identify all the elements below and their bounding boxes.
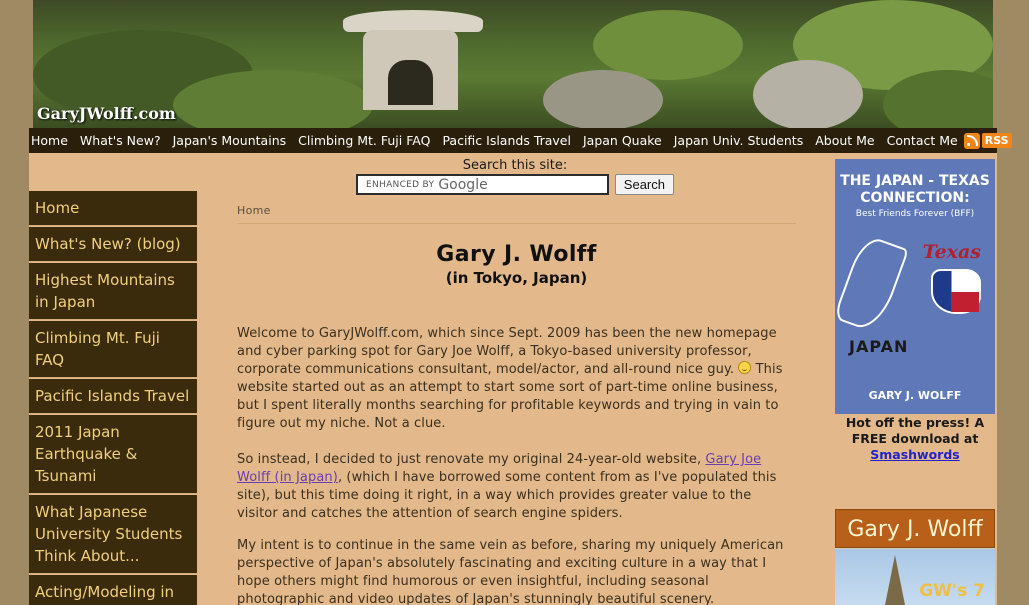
site-search [356,158,674,195]
search-input[interactable] [356,174,609,195]
sidebar-item-earthquake[interactable]: 2011 Japan Earthquake & Tsunami [29,415,197,494]
sidebar-item-climbing-fuji[interactable]: Climbing Mt. Fuji FAQ [29,321,197,378]
ad-caption [835,415,995,463]
sidebar-item-acting-modeling[interactable]: Acting/Modeling in [29,575,197,605]
renovate-text-b: , (which I have borrowed some content from as I've populated this site), but this time doing it right, in a way which provides greater value to the visitor and catches the attention of search engine spiders. [237,470,777,521]
google-brand: Google [438,176,488,193]
sidebar-item-whats-new[interactable]: What's New? (blog) [29,227,197,262]
nav-pacific-islands[interactable]: Pacific Islands Travel [442,133,571,148]
banner-lantern-roof [343,10,483,32]
promo-label: GW's 7 [919,581,985,601]
intro-text-a: Welcome to GaryJWolff.com, which since Sept. 2009 has been the new homepage and cyber parking spot for Gary Joe Wolff, a Tokyo-based university professor, corporate communications consultant, model/actor, and all-round nice guy. [237,326,777,377]
banner-rock [543,70,663,128]
nav-contact-me[interactable]: Contact Me [886,133,958,148]
promo-box[interactable] [835,509,995,605]
ad-caption-text: Hot off the press! A FREE download at [845,415,985,446]
breadcrumb[interactable]: Home [237,200,796,224]
japan-map-icon [835,234,909,335]
banner-bush [173,70,373,128]
renovate-text-a: So instead, I decided to just renovate my original 24-year-old website, [237,452,706,467]
renovate-paragraph [237,451,796,523]
sidebar-item-univ-students[interactable]: What Japanese University Students Think About... [29,495,197,574]
banner-lantern-opening [388,60,433,105]
ad-texas-label: Texas [922,241,981,263]
page-subtitle: (in Tokyo, Japan) [445,269,588,287]
nav-japan-univ-students[interactable]: Japan Univ. Students [673,133,804,148]
rss-icon [964,133,980,149]
promo-header: Gary J. Wolff [835,509,995,548]
ad-japan-label: JAPAN [849,337,909,356]
page-title: Gary J. Wolff [436,242,597,267]
sidebar [29,191,197,605]
sidebar-item-highest-mountains[interactable]: Highest Mountains in Japan [29,263,197,320]
banner-rock [753,60,863,128]
sidebar-item-home[interactable]: Home [29,191,197,226]
ad-subtitle: Best Friends Forever (BFF) [855,209,975,219]
rss-link[interactable] [964,133,1012,149]
search-placeholder-prefix: ENHANCED BY [366,179,435,190]
nav-japans-mountains[interactable]: Japan's Mountains [172,133,287,148]
search-label: Search this site: [462,158,568,173]
rss-label: RSS [982,133,1012,148]
top-nav [29,128,1009,153]
header-banner [33,0,993,128]
ad-author: GARY J. WOLFF [868,389,962,402]
intro-paragraph [237,325,796,433]
main-content [237,200,796,605]
texas-flag-icon [931,269,981,314]
search-button[interactable]: Search [615,174,674,195]
intro-text-b: This website started out as an attempt to start some sort of part-time online business, but I spent literally months searching for profitable keywords and trying in vain to figure out my niche. Not a clue. [237,362,783,431]
smashwords-link[interactable]: Smashwords [870,447,960,462]
old-site-link[interactable]: Gary Joe Wolff (in Japan) [237,452,762,485]
banner-bush [593,10,743,80]
nav-climbing-fuji-faq[interactable]: Climbing Mt. Fuji FAQ [298,133,431,148]
nav-whats-new[interactable]: What's New? [79,133,161,148]
book-ad[interactable] [835,159,995,414]
smiley-icon [738,361,751,374]
sidebar-item-pacific-islands[interactable]: Pacific Islands Travel [29,379,197,414]
intent-paragraph: My intent is to continue in the same vein as before, sharing my uniquely American perspective of Japan's absolutely fascinating and exciting culture in a way that I hope others might find humorous or even insightful, including seasonal photographic and video updates of Japan's stunningly beautiful scenery. [237,538,784,605]
nav-home[interactable]: Home [31,133,68,148]
site-logo[interactable]: GaryJWolff.com [37,104,176,123]
nav-about-me[interactable]: About Me [815,133,875,148]
ad-title: THE JAPAN - TEXAS CONNECTION: [840,173,990,206]
nav-japan-quake[interactable]: Japan Quake [582,133,662,148]
